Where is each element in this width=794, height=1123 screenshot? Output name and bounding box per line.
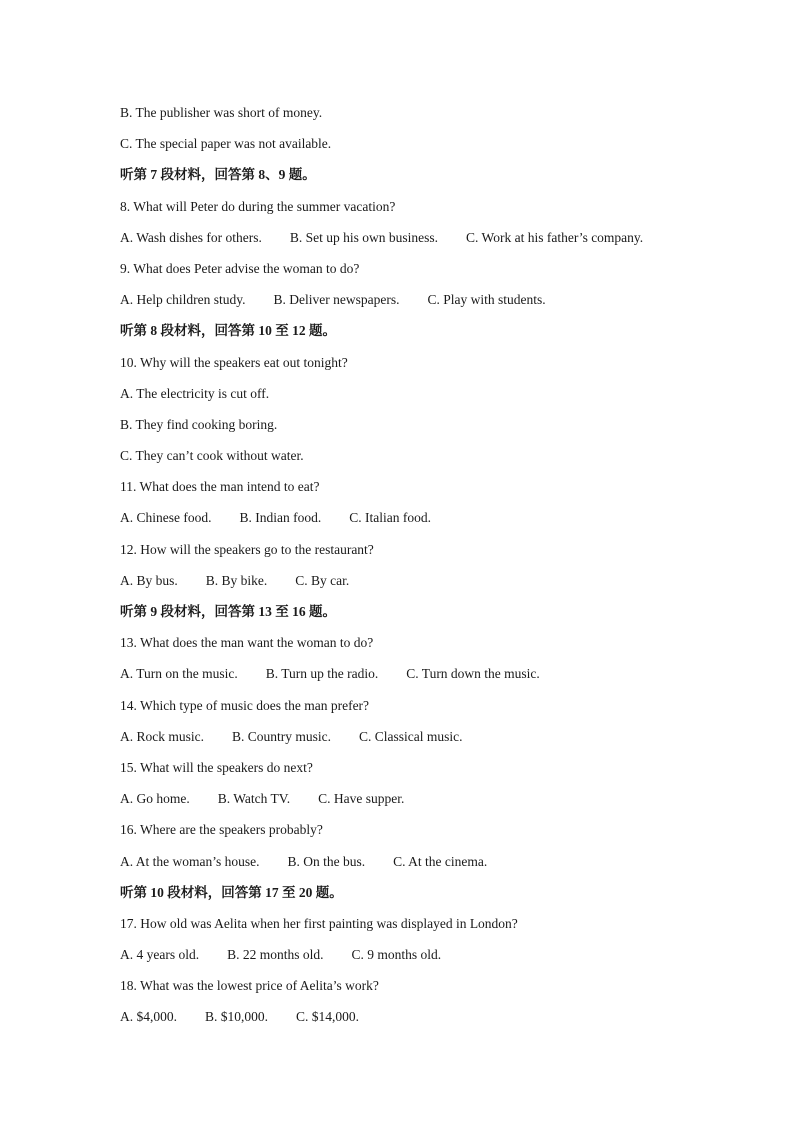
question-line (120, 977, 760, 1008)
heading-text: 听第 10 段材料，回答第 17 至 20 题。 (120, 884, 343, 900)
options-row (120, 509, 760, 540)
question-text: 12. How will the speakers go to the restaurant? (120, 541, 374, 557)
option-c: C. At the cinema. (393, 853, 488, 869)
question-text: 17. How old was Aelita when her first painting was displayed in London? (120, 915, 518, 931)
question-line (120, 697, 760, 728)
question-text: 13. What does the man want the woman to do? (120, 635, 374, 651)
option-a: A. Turn on the music. (120, 666, 238, 682)
heading-text: 听第 7 段材料，回答第 8、9 题。 (120, 167, 316, 183)
option-b: B. Watch TV. (217, 791, 291, 807)
question-text: 9. What does Peter advise the woman to do? (120, 260, 360, 276)
option-text: C. The special paper was not available. (120, 136, 332, 152)
option-a: A. Rock music. (120, 728, 204, 744)
option-a: A. Wash dishes for others. (120, 229, 262, 245)
option-a: A. $4,000. (120, 1009, 177, 1025)
option-b: B. Indian food. (239, 510, 322, 526)
option-line (120, 135, 760, 166)
question-line (120, 478, 760, 509)
question-line (120, 759, 760, 790)
option-c: C. By car. (295, 572, 350, 588)
options-row (120, 946, 760, 977)
question-text: 14. Which type of music does the man prefer? (120, 697, 370, 713)
section-heading (120, 322, 760, 353)
question-text: 15. What will the speakers do next? (120, 759, 313, 775)
option-c: C. $14,000. (296, 1009, 360, 1025)
option-a: A. 4 years old. (120, 947, 200, 963)
option-b: B. $10,000. (205, 1009, 269, 1025)
option-text: C. They can’t cook without water. (120, 448, 304, 464)
document-page (120, 104, 760, 1040)
question-line (120, 634, 760, 665)
heading-text: 听第 9 段材料，回答第 13 至 16 题。 (120, 604, 336, 619)
option-b: B. Turn up the radio. (265, 666, 379, 682)
option-b: B. 22 months old. (227, 947, 324, 963)
option-b: B. Deliver newspapers. (273, 292, 400, 308)
options-row (120, 665, 760, 696)
options-row (120, 853, 760, 884)
question-text: 18. What was the lowest price of Aelita’s work? (120, 978, 379, 994)
section-heading (120, 166, 760, 197)
question-line (120, 541, 760, 572)
options-row (120, 1008, 760, 1039)
option-line (120, 104, 760, 135)
option-c: C. Work at his father’s company. (466, 229, 644, 245)
option-c: C. Turn down the music. (406, 666, 540, 682)
question-line (120, 198, 760, 229)
question-line (120, 821, 760, 852)
option-c: C. Classical music. (359, 728, 463, 744)
option-a: A. By bus. (120, 572, 178, 588)
question-text: 10. Why will the speakers eat out tonight? (120, 354, 348, 370)
option-b: B. Set up his own business. (289, 229, 439, 245)
option-line (120, 416, 760, 447)
options-row (120, 291, 760, 322)
section-heading (120, 603, 760, 634)
option-text: A. The electricity is cut off. (120, 385, 270, 401)
question-line (120, 354, 760, 385)
options-row (120, 790, 760, 821)
question-line (120, 915, 760, 946)
question-text: 16. Where are the speakers probably? (120, 822, 323, 838)
option-a: A. Help children study. (120, 292, 246, 308)
section-heading (120, 884, 760, 915)
option-c: C. Play with students. (427, 292, 546, 308)
option-a: A. Chinese food. (120, 510, 212, 526)
option-c: C. Italian food. (349, 510, 431, 526)
question-text: 11. What does the man intend to eat? (120, 479, 320, 495)
option-a: A. At the woman’s house. (120, 853, 260, 869)
option-line (120, 447, 760, 478)
option-c: C. 9 months old. (351, 947, 442, 963)
heading-text: 听第 8 段材料，回答第 10 至 12 题。 (120, 323, 336, 339)
option-b: B. On the bus. (287, 853, 366, 869)
option-a: A. Go home. (120, 791, 190, 807)
option-text: B. They find cooking boring. (120, 416, 278, 432)
options-row (120, 728, 760, 759)
question-text: 8. What will Peter do during the summer vacation? (120, 198, 396, 214)
option-b: B. Country music. (232, 728, 332, 744)
options-row (120, 572, 760, 603)
question-line (120, 260, 760, 291)
options-row (120, 229, 760, 260)
option-c: C. Have supper. (318, 791, 405, 807)
option-text: B. The publisher was short of money. (120, 105, 323, 120)
option-line (120, 385, 760, 416)
option-b: B. By bike. (205, 572, 268, 588)
